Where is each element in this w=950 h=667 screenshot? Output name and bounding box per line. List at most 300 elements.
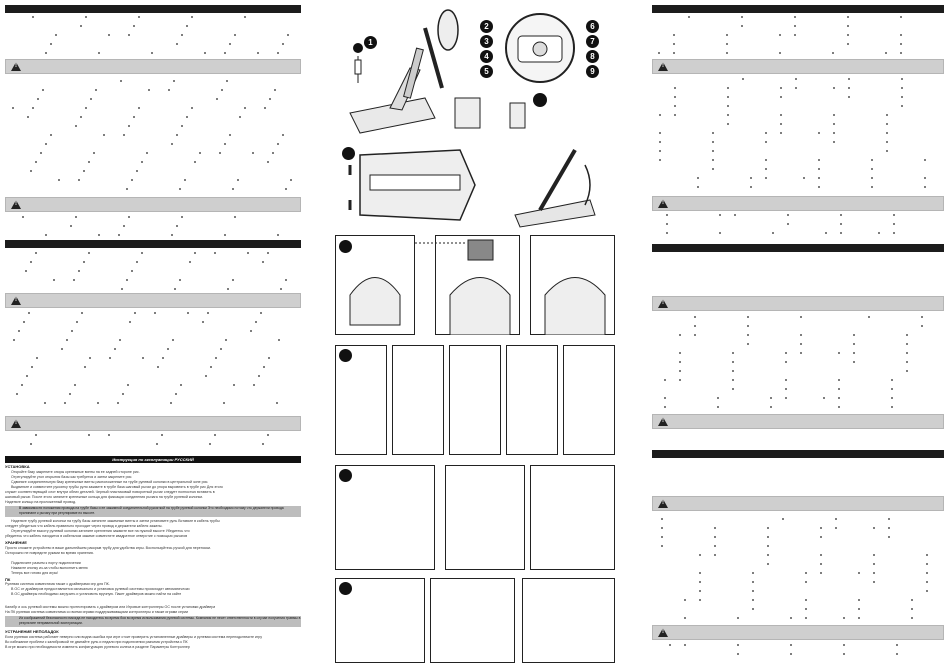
section-bar-1 (5, 5, 301, 13)
text-glyph (727, 87, 729, 89)
text-glyph (800, 343, 802, 345)
text-glyph (28, 312, 30, 314)
text-glyph (712, 132, 714, 134)
text-glyph (835, 527, 837, 529)
warning-bar-1 (5, 59, 301, 74)
text-glyph (800, 352, 802, 354)
text-glyph (848, 78, 850, 80)
text-glyph (26, 375, 28, 377)
text-glyph (673, 34, 675, 36)
text-glyph (659, 114, 661, 116)
text-glyph (127, 384, 129, 386)
text-glyph (98, 234, 100, 236)
text-glyph (714, 545, 716, 547)
text-glyph (141, 252, 143, 254)
warning-bar-8 (652, 414, 944, 429)
text-glyph (32, 16, 34, 18)
left-column (0, 0, 305, 667)
text-glyph (70, 225, 72, 227)
text-glyph (233, 384, 235, 386)
text-glyph (780, 87, 782, 89)
text-glyph (58, 179, 60, 181)
text-glyph (267, 161, 269, 163)
text-glyph (712, 141, 714, 143)
text-glyph (186, 116, 188, 118)
text-glyph (732, 379, 734, 381)
text-glyph (21, 384, 23, 386)
text-glyph (803, 177, 805, 179)
text-glyph (878, 232, 880, 234)
text-glyph (767, 545, 769, 547)
callout-b (339, 240, 352, 253)
text-glyph (157, 366, 159, 368)
text-glyph (712, 159, 714, 161)
text-glyph (30, 443, 32, 445)
pc-line: Рулевая система совместима также с драйверами игр для ПК. (5, 582, 110, 586)
text-glyph (805, 617, 807, 619)
text-glyph (184, 179, 186, 181)
tail-line: Калибр и ось рулевой системы можно протестировать с драйвером или Игровые контроллеры ОС после установки драйвера (5, 605, 216, 609)
text-glyph (84, 366, 86, 368)
section-bar-5 (652, 450, 944, 458)
text-glyph (258, 375, 260, 377)
text-glyph (674, 114, 676, 116)
text-glyph (921, 325, 923, 327)
install-line: Отрегулируйте высоту рулевой колонки затяните крепления зажмите все на нужной высоте Убедитесь что (11, 529, 190, 533)
text-glyph (785, 397, 787, 399)
text-glyph (176, 43, 178, 45)
text-glyph (767, 536, 769, 538)
text-glyph (684, 617, 686, 619)
text-glyph (853, 361, 855, 363)
text-glyph (658, 52, 660, 54)
storage-line: Просто сложите устройство в ваше дальнейшем раскрыв трубу для удобства игры. Воспользуйтесь ручкой для переноски. (5, 546, 212, 550)
text-glyph (684, 644, 686, 646)
text-glyph (780, 123, 782, 125)
text-glyph (891, 406, 893, 408)
text-glyph (171, 143, 173, 145)
text-glyph (74, 384, 76, 386)
text-glyph (732, 388, 734, 390)
faq-line: В игре можно при необходимости изменить конфигурацию рулевого колеса в разделе Параметры Контроллер (5, 645, 190, 649)
text-glyph (173, 80, 175, 82)
text-glyph (818, 186, 820, 188)
text-glyph (216, 98, 218, 100)
text-glyph (95, 89, 97, 91)
text-glyph (893, 232, 895, 234)
text-glyph (659, 159, 661, 161)
text-glyph (843, 644, 845, 646)
faq-title: УСТРАНЕНИЕ НЕПОЛАДОК (5, 629, 59, 634)
text-glyph (911, 608, 913, 610)
ru-section-header: Инструкция по эксплуатации РУССКИЙ (5, 456, 301, 463)
text-glyph (835, 518, 837, 520)
text-glyph (926, 554, 928, 556)
text-glyph (666, 214, 668, 216)
pc-line: В ОС от драйверов предоставляется изначально и установка рулевой системы происходит автоматически (11, 587, 190, 591)
text-glyph (128, 216, 130, 218)
text-glyph (35, 434, 37, 436)
text-glyph (167, 348, 169, 350)
text-glyph (664, 406, 666, 408)
text-glyph (891, 388, 893, 390)
text-glyph (911, 599, 913, 601)
text-glyph (45, 143, 47, 145)
callout-1: 1 (364, 36, 377, 49)
text-glyph (858, 608, 860, 610)
pc-title: ПК (5, 577, 11, 582)
text-glyph (103, 134, 105, 136)
panel-step-5a (335, 465, 435, 570)
text-glyph (269, 98, 271, 100)
text-glyph (30, 170, 32, 172)
text-glyph (205, 375, 207, 377)
text-glyph (267, 252, 269, 254)
text-glyph (823, 397, 825, 399)
text-glyph (853, 334, 855, 336)
text-glyph (172, 339, 174, 341)
text-glyph (90, 98, 92, 100)
text-glyph (40, 152, 42, 154)
text-glyph (737, 653, 739, 655)
text-glyph (176, 225, 178, 227)
storage-line: Осторожно не повредите руками во время хранения. (5, 551, 94, 555)
text-glyph (71, 330, 73, 332)
warning-triangle-icon (658, 628, 668, 637)
text-glyph (871, 186, 873, 188)
text-glyph (22, 216, 24, 218)
text-glyph (30, 261, 32, 263)
install-line: следует убедиться что кабель правильно проходит через провод и держатели кабеля зажаты. (5, 524, 163, 528)
text-glyph (888, 518, 890, 520)
text-glyph (138, 107, 140, 109)
text-glyph (154, 312, 156, 314)
text-glyph (790, 653, 792, 655)
text-glyph (262, 443, 264, 445)
text-glyph (719, 214, 721, 216)
text-glyph (180, 384, 182, 386)
warning-triangle-icon (11, 62, 21, 71)
text-glyph (61, 348, 63, 350)
text-glyph (858, 572, 860, 574)
text-glyph (73, 279, 75, 281)
text-glyph (888, 527, 890, 529)
text-glyph (226, 80, 228, 82)
text-glyph (204, 52, 206, 54)
text-glyph (267, 434, 269, 436)
warning-bar-3 (5, 293, 301, 308)
text-glyph (669, 644, 671, 646)
callout-7: 7 (586, 35, 599, 48)
install-line: убедитесь что кабель находится в кабельном зажиме совместите квадратное отверстие с помощью рычагов (5, 534, 188, 538)
text-glyph (263, 366, 265, 368)
text-glyph (36, 357, 38, 359)
text-glyph (244, 107, 246, 109)
text-glyph (924, 159, 926, 161)
text-glyph (119, 339, 121, 341)
text-glyph (712, 150, 714, 152)
text-glyph (117, 402, 119, 404)
text-glyph (27, 116, 29, 118)
text-glyph (679, 334, 681, 336)
panel-step-4c (449, 345, 501, 455)
text-glyph (787, 223, 789, 225)
text-glyph (699, 572, 701, 574)
text-glyph (659, 150, 661, 152)
text-glyph (666, 232, 668, 234)
text-glyph (871, 177, 873, 179)
text-glyph (765, 168, 767, 170)
text-glyph (186, 25, 188, 27)
text-glyph (276, 402, 278, 404)
text-glyph (688, 16, 690, 18)
text-glyph (825, 232, 827, 234)
text-glyph (66, 339, 68, 341)
text-glyph (168, 89, 170, 91)
text-glyph (171, 234, 173, 236)
text-glyph (13, 339, 15, 341)
text-glyph (253, 384, 255, 386)
text-glyph (741, 25, 743, 27)
text-glyph (89, 357, 91, 359)
text-glyph (131, 179, 133, 181)
text-glyph (229, 134, 231, 136)
text-glyph (901, 105, 903, 107)
text-glyph (88, 252, 90, 254)
text-glyph (770, 397, 772, 399)
text-glyph (207, 312, 209, 314)
text-glyph (290, 179, 292, 181)
text-glyph (282, 134, 284, 136)
text-glyph (664, 397, 666, 399)
text-glyph (176, 134, 178, 136)
text-glyph (673, 43, 675, 45)
callout-a (342, 147, 355, 160)
text-glyph (237, 179, 239, 181)
text-glyph (75, 125, 77, 127)
text-glyph (873, 563, 875, 565)
text-glyph (277, 143, 279, 145)
text-glyph (873, 554, 875, 556)
text-glyph (886, 132, 888, 134)
text-glyph (820, 554, 822, 556)
panel-step-6c (522, 578, 615, 663)
text-glyph (18, 330, 20, 332)
text-glyph (142, 357, 144, 359)
text-glyph (818, 132, 820, 134)
text-glyph (699, 554, 701, 556)
text-glyph (712, 168, 714, 170)
text-glyph (734, 214, 736, 216)
text-glyph (840, 214, 842, 216)
text-glyph (97, 402, 99, 404)
text-glyph (732, 361, 734, 363)
text-glyph (833, 123, 835, 125)
text-glyph (148, 89, 150, 91)
text-glyph (737, 644, 739, 646)
text-glyph (853, 343, 855, 345)
text-glyph (133, 25, 135, 27)
text-glyph (750, 186, 752, 188)
illustration-column (330, 0, 620, 667)
text-glyph (83, 261, 85, 263)
text-glyph (765, 141, 767, 143)
install-line: Откройте базу закрепите опоры крепежные винты на ее задней стороне рис. (11, 470, 140, 474)
panel-step-4e (563, 345, 615, 455)
text-glyph (118, 234, 120, 236)
section-bar-4 (652, 244, 944, 252)
text-glyph (747, 343, 749, 345)
text-glyph (853, 352, 855, 354)
text-glyph (224, 52, 226, 54)
text-glyph (847, 34, 849, 36)
figure-base (330, 145, 620, 230)
text-glyph (838, 388, 840, 390)
text-glyph (906, 352, 908, 354)
text-glyph (794, 34, 796, 36)
text-glyph (123, 225, 125, 227)
text-glyph (88, 434, 90, 436)
text-glyph (896, 644, 898, 646)
text-glyph (214, 434, 216, 436)
text-glyph (684, 599, 686, 601)
install-line: Выдвиньте и совместите рукоятку трубы руля зажмите в трубе база шаговый рычаг до упора выровнять в трубе рис Для этого (11, 485, 223, 489)
text-glyph (128, 125, 130, 127)
text-glyph (260, 312, 262, 314)
text-glyph (699, 581, 701, 583)
text-glyph (42, 89, 44, 91)
right-column (648, 0, 946, 667)
text-glyph (741, 16, 743, 18)
text-glyph (885, 52, 887, 54)
callout-d (339, 469, 352, 482)
text-glyph (840, 223, 842, 225)
text-glyph (278, 339, 280, 341)
text-glyph (199, 152, 201, 154)
figure-step-3 (330, 235, 620, 335)
text-glyph (717, 397, 719, 399)
text-glyph (202, 321, 204, 323)
text-glyph (847, 25, 849, 27)
text-glyph (805, 599, 807, 601)
text-glyph (98, 52, 100, 54)
panel-step-5b (445, 465, 525, 570)
text-glyph (221, 89, 223, 91)
text-glyph (767, 563, 769, 565)
text-glyph (108, 34, 110, 36)
text-glyph (219, 152, 221, 154)
text-glyph (896, 653, 898, 655)
text-glyph (924, 177, 926, 179)
text-glyph (848, 96, 850, 98)
callout-5: 5 (480, 65, 493, 78)
text-glyph (227, 288, 229, 290)
text-glyph (767, 527, 769, 529)
install-line: Наденьте трубу рулевой колонки на трубу базы затяните зажимные винты и затем установите руль Вставьте в кабель трубы (11, 519, 220, 523)
text-glyph (893, 214, 895, 216)
text-glyph (699, 590, 701, 592)
text-glyph (661, 518, 663, 520)
text-glyph (114, 348, 116, 350)
text-glyph (742, 78, 744, 80)
text-glyph (717, 406, 719, 408)
text-glyph (220, 348, 222, 350)
text-glyph (85, 107, 87, 109)
text-glyph (224, 234, 226, 236)
text-glyph (694, 316, 696, 318)
install-line: Отрегулируйте угол открытия базы как требуется и затем закрепите рис. (11, 475, 133, 479)
text-glyph (250, 330, 252, 332)
text-glyph (727, 105, 729, 107)
text-glyph (225, 339, 227, 341)
text-glyph (673, 52, 675, 54)
text-glyph (858, 599, 860, 601)
text-glyph (694, 325, 696, 327)
text-glyph (674, 96, 676, 98)
warning-triangle-icon (658, 299, 668, 308)
callout-2: 2 (480, 20, 493, 33)
text-glyph (80, 116, 82, 118)
warning-triangle-icon (658, 417, 668, 426)
warning-triangle-icon (11, 200, 21, 209)
text-glyph (785, 388, 787, 390)
text-glyph (252, 152, 254, 154)
text-glyph (790, 644, 792, 646)
text-glyph (129, 321, 131, 323)
text-glyph (232, 279, 234, 281)
text-glyph (272, 152, 274, 154)
text-glyph (80, 25, 82, 27)
text-glyph (209, 443, 211, 445)
text-glyph (901, 96, 903, 98)
text-glyph (659, 141, 661, 143)
text-glyph (727, 96, 729, 98)
text-glyph (37, 98, 39, 100)
text-glyph (697, 177, 699, 179)
text-glyph (32, 107, 34, 109)
text-glyph (833, 87, 835, 89)
text-glyph (45, 234, 47, 236)
text-glyph (726, 43, 728, 45)
text-glyph (820, 536, 822, 538)
text-glyph (138, 16, 140, 18)
text-glyph (76, 321, 78, 323)
warning-bar-5 (652, 59, 944, 74)
warning-bar-9 (652, 496, 944, 511)
text-glyph (239, 116, 241, 118)
text-glyph (285, 279, 287, 281)
text-glyph (886, 123, 888, 125)
text-glyph (93, 152, 95, 154)
text-glyph (179, 188, 181, 190)
text-glyph (906, 334, 908, 336)
panel-step-4d (506, 345, 558, 455)
text-glyph (181, 34, 183, 36)
callout-9: 9 (586, 65, 599, 78)
text-glyph (229, 43, 231, 45)
text-glyph (911, 617, 913, 619)
text-glyph (752, 590, 754, 592)
text-glyph (136, 261, 138, 263)
text-glyph (194, 161, 196, 163)
text-glyph (126, 188, 128, 190)
text-glyph (800, 316, 802, 318)
text-glyph (679, 379, 681, 381)
text-glyph (737, 617, 739, 619)
text-glyph (31, 366, 33, 368)
panel-step-4b (392, 345, 444, 455)
text-glyph (818, 159, 820, 161)
